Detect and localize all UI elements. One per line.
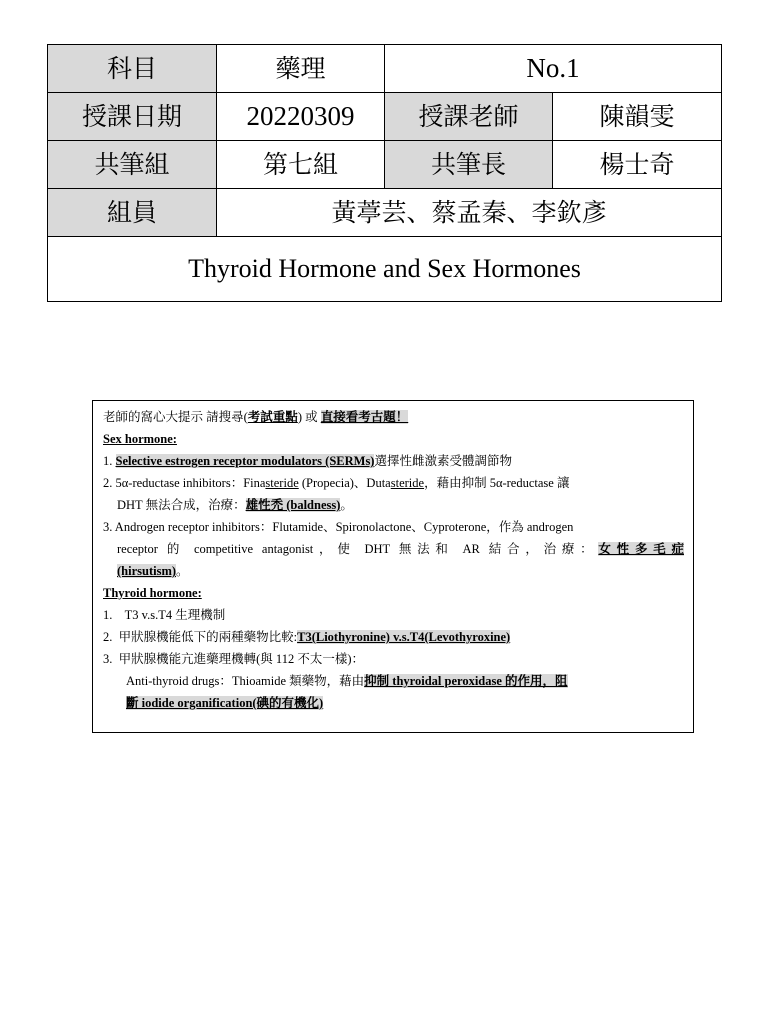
date-label: 授課日期 — [48, 93, 217, 141]
members-value: 黃葶芸、蔡孟秦、李欽彥 — [217, 189, 722, 237]
sex-item-2-suffix-2: steride — [390, 476, 425, 490]
thyroid-item-3-highlight-2: 斷 iodide organification(碘的有機化) — [126, 696, 324, 710]
sex-item-2-suffix-1: steride — [265, 476, 299, 490]
leader-value: 楊士奇 — [553, 141, 722, 189]
members-label: 組員 — [48, 189, 217, 237]
sex-item-3-end: 。 — [176, 564, 189, 578]
header-row-subject — [48, 45, 722, 93]
sex-item-2-text-c: ，藉由抑制 5α-reductase 讓 — [424, 476, 570, 490]
sex-item-2-highlight: 雄性禿 (baldness) — [245, 498, 341, 512]
thyroid-item-3 — [103, 648, 684, 670]
sex-item-2-text-b: (Propecia)、Duta — [298, 476, 391, 490]
date-value: 20220309 — [217, 93, 385, 141]
thyroid-item-3-sub-text: Anti-thyroid drugs：Thioamide 類藥物，藉由 — [126, 674, 365, 688]
leader-label: 共筆長 — [385, 141, 553, 189]
subject-label: 科目 — [48, 45, 217, 93]
intro-key-past-exam: 直接看考古題！ — [320, 410, 409, 424]
group-label: 共筆組 — [48, 141, 217, 189]
topic-title: Thyroid Hormone and Sex Hormones — [48, 237, 722, 302]
sex-item-3-line3 — [103, 560, 684, 582]
thyroid-heading-text: Thyroid hormone: — [103, 586, 202, 600]
sex-item-2-line2 — [103, 494, 684, 516]
sex-item-3-text-a: 3. Androgen receptor inhibitors：Flutamide、Spironolactone、Cyproterone，作為 androgen — [103, 520, 574, 534]
sex-item-2-text-d: DHT 無法合成，治療： — [117, 498, 246, 512]
notes-box — [92, 400, 694, 733]
intro-key-exam-point: 考試重點 — [247, 410, 298, 424]
thyroid-item-2-text: 2. 甲狀腺機能低下的兩種藥物比較: — [103, 630, 298, 644]
thyroid-item-2-highlight: T3(Liothyronine) v.s.T4(Levothyroxine) — [297, 630, 511, 644]
sex-item-2-line1 — [103, 472, 684, 494]
group-value: 第七組 — [217, 141, 385, 189]
teacher-label: 授課老師 — [385, 93, 553, 141]
header-table — [47, 44, 722, 302]
sex-item-3-highlight-2: (hirsutism) — [117, 564, 177, 578]
lecture-number: No.1 — [385, 45, 722, 93]
sex-item-1-highlight: Selective estrogen receptor modulators (SERMs) — [115, 454, 375, 468]
intro-text: 老師的窩心大提示 請搜尋( — [103, 410, 248, 424]
thyroid-item-3-sub-line1 — [103, 670, 684, 692]
header-row-members — [48, 189, 722, 237]
intro-mid: ) 或 — [297, 410, 321, 424]
header-row-group — [48, 141, 722, 189]
sex-item-1-num: 1. — [103, 454, 116, 468]
sex-item-1-rest: 選擇性雌激素受體調節物 — [374, 454, 512, 468]
sex-item-2-end: 。 — [340, 498, 353, 512]
thyroid-item-1-text: 1. T3 v.s.T4 生理機制 — [103, 608, 226, 622]
sex-item-3-text-b: receptor 的 competitive antagonist，使 DHT 無法和 AR 結合，治療： — [117, 542, 599, 556]
sex-item-2-text-a: 2. 5α-reductase inhibitors：Fina — [103, 476, 266, 490]
sex-item-3-line2 — [103, 538, 684, 560]
thyroid-heading — [103, 582, 684, 604]
notes-intro — [103, 406, 684, 428]
sex-item-3-highlight-1: 女性多毛症 — [598, 542, 684, 556]
sex-item-3-line1 — [103, 516, 684, 538]
thyroid-item-3-highlight-1: 抑制 thyroidal peroxidase 的作用，阻 — [364, 674, 568, 688]
sex-hormone-heading — [103, 428, 684, 450]
thyroid-item-1 — [103, 604, 684, 626]
sex-hormone-heading-text: Sex hormone: — [103, 432, 177, 446]
subject-value: 藥理 — [217, 45, 385, 93]
thyroid-item-3-text: 3. 甲狀腺機能亢進藥理機轉(與 112 不太一樣)： — [103, 652, 364, 666]
thyroid-item-2 — [103, 626, 684, 648]
header-row-date — [48, 93, 722, 141]
sex-item-1 — [103, 450, 684, 472]
header-row-topic — [48, 237, 722, 302]
teacher-value: 陳韻雯 — [553, 93, 722, 141]
thyroid-item-3-sub-line2 — [103, 692, 684, 714]
